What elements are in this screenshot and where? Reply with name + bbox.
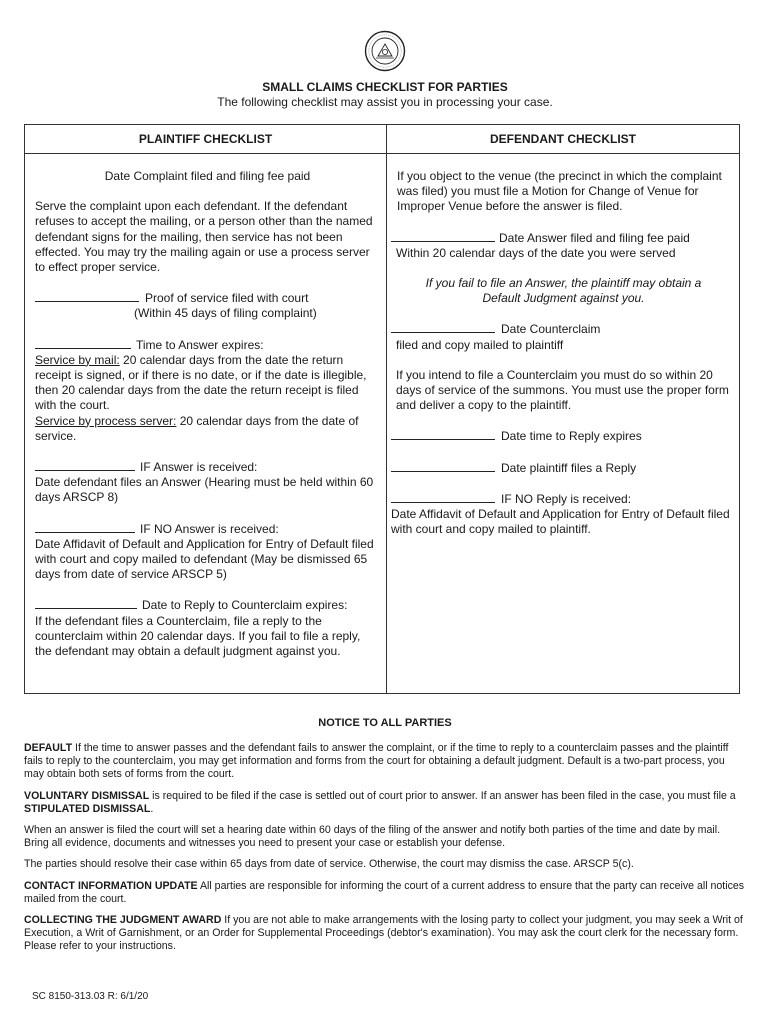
defendant-plaintiff-reply: Date plaintiff files a Reply bbox=[391, 460, 736, 476]
notices-section bbox=[24, 742, 746, 962]
plaintiff-reply-blank[interactable] bbox=[391, 460, 495, 472]
header-divider bbox=[25, 153, 739, 154]
defendant-fail-answer: If you fail to file an Answer, the plaintiff may obtain a Default Judgment against you. bbox=[425, 276, 702, 306]
plaintiff-reply-text: If the defendant files a Counterclaim, file a reply to the counterclaim within 20 calendar days. If you fail to file a reply, the defendant may obtain a default judgment against you. bbox=[35, 613, 361, 659]
notice-default: DEFAULT If the time to answer passes and the defendant fails to answer the complaint, or if the time to reply to a counterclaim passes and the plaintiff fails to reply to the counterclaim, you may get information and forms from the court for obtaining a default judgment. Default is a two-part process, you may obtain both sets of forms from the court. bbox=[24, 742, 729, 781]
plaintiff-if-no-answer: IF NO Answer is received: bbox=[35, 521, 380, 537]
counterclaim-blank[interactable] bbox=[391, 321, 495, 333]
plaintiff-service-by-server: Service by process server: 20 calendar days from the date of service. bbox=[35, 413, 359, 443]
plaintiff-answer-expires: Time to Answer expires: bbox=[35, 337, 380, 353]
plaintiff-serve-instructions: Serve the complaint upon each defendant. If the defendant refuses to accept the mailing, or a person other than the named defendant signs for the mailing, then service has not been effected. You may try the mailing again or use a process server to effect proper service. bbox=[35, 199, 373, 275]
defendant-counterclaim-sub: filed and copy mailed to plaintiff bbox=[396, 337, 564, 352]
if-no-reply-blank[interactable] bbox=[391, 491, 495, 503]
answer-filed-blank[interactable] bbox=[391, 230, 495, 242]
page-subtitle: The following checklist may assist you in processing your case. bbox=[217, 95, 553, 109]
plaintiff-if-no-answer-text: Date Affidavit of Default and Application for Entry of Default filed with court and copy mailed to defendant (May be dismissed 65 days from date of service ARSCP 5) bbox=[35, 536, 374, 582]
if-answer-blank[interactable] bbox=[35, 459, 135, 471]
notice-collecting-judgment: COLLECTING THE JUDGMENT AWARD If you are not able to make arrangements with the losing party to collect your judgment, you may seek a Writ of Execution, a Writ of Garnishment, or an Order for Supplemental Proceedings (debtor's examination). You may ask the court clerk for the necessary form. Please refer to your instructions. bbox=[24, 914, 743, 953]
defendant-counterclaim: Date Counterclaim bbox=[391, 321, 736, 337]
plaintiff-reply-expires: Date to Reply to Counterclaim expires: bbox=[35, 597, 380, 613]
reply-time-blank[interactable] bbox=[391, 428, 495, 440]
notice-heading: NOTICE TO ALL PARTIES bbox=[318, 717, 452, 729]
notice-resolve: The parties should resolve their case within 65 days from date of service. Otherwise, the court may dismiss the case. ARSCP 5(c). bbox=[24, 858, 634, 871]
plaintiff-checklist-heading: PLAINTIFF CHECKLIST bbox=[138, 132, 273, 146]
defendant-answer-filed: Date Answer filed and filing fee paid bbox=[391, 230, 736, 246]
plaintiff-proof-sub: (Within 45 days of filing complaint) bbox=[134, 306, 317, 321]
court-seal-logo bbox=[364, 30, 406, 72]
defendant-if-no-reply: IF NO Reply is received: bbox=[391, 491, 736, 507]
plaintiff-if-answer-text: Date defendant files an Answer (Hearing must be held within 60 days ARSCP 8) bbox=[35, 475, 374, 505]
defendant-reply-expires: Date time to Reply expires bbox=[391, 428, 736, 444]
column-divider bbox=[386, 125, 387, 693]
defendant-if-no-reply-text: Date Affidavit of Default and Application for Entry of Default filed with court and copy mailed to plaintiff. bbox=[391, 507, 730, 537]
defendant-venue: If you object to the venue (the precinct in which the complaint was filed) you must file a Motion for Change of Venue for Improper Venue before the answer is filed. bbox=[397, 169, 722, 214]
if-no-answer-blank[interactable] bbox=[35, 521, 135, 533]
defendant-answer-within: Within 20 calendar days of the date you were served bbox=[396, 245, 676, 260]
defendant-column bbox=[391, 169, 736, 537]
notice-contact-update: CONTACT INFORMATION UPDATE All parties are responsible for informing the court of a current address to ensure that the party can receive all notices mailed from the court. bbox=[24, 879, 745, 905]
page-title: SMALL CLAIMS CHECKLIST FOR PARTIES bbox=[262, 80, 508, 94]
proof-of-service-blank[interactable] bbox=[35, 290, 139, 302]
notice-voluntary-dismissal: VOLUNTARY DISMISSAL is required to be filed if the case is settled out of court prior to answer. If an answer has been filed in the case, you must file a STIPULATED DISMISSAL. bbox=[24, 789, 736, 815]
plaintiff-service-by-mail: Service by mail: 20 calendar days from the date the return receipt is signed, or if there is no date, or if the date is illegible, then 20 calendar days from the date the return receipt is filed with the court. bbox=[35, 352, 367, 413]
form-number: SC 8150-313.03 R: 6/1/20 bbox=[32, 991, 149, 1002]
plaintiff-fee-paid: Date Complaint filed and filing fee paid bbox=[104, 169, 311, 183]
defendant-checklist-heading: DEFENDANT CHECKLIST bbox=[490, 132, 636, 146]
notice-hearing: When an answer is filed the court will set a hearing date within 60 days of the filing of the answer and notify both parties of the time and date by mail. Bring all evidence, documents and witnesses you need to present your case or establish your defense. bbox=[24, 824, 721, 850]
answer-expires-blank[interactable] bbox=[35, 337, 131, 349]
plaintiff-proof-of-service: Proof of service filed with court bbox=[35, 290, 380, 306]
checklist-table bbox=[24, 124, 740, 694]
plaintiff-if-answer: IF Answer is received: bbox=[35, 459, 380, 475]
plaintiff-column bbox=[35, 169, 380, 659]
reply-expires-blank[interactable] bbox=[35, 597, 137, 609]
defendant-counterclaim-text: If you intend to file a Counterclaim you must do so within 20 days of service of the summons. You must use the proper form and deliver a copy to the plaintiff. bbox=[396, 367, 729, 413]
